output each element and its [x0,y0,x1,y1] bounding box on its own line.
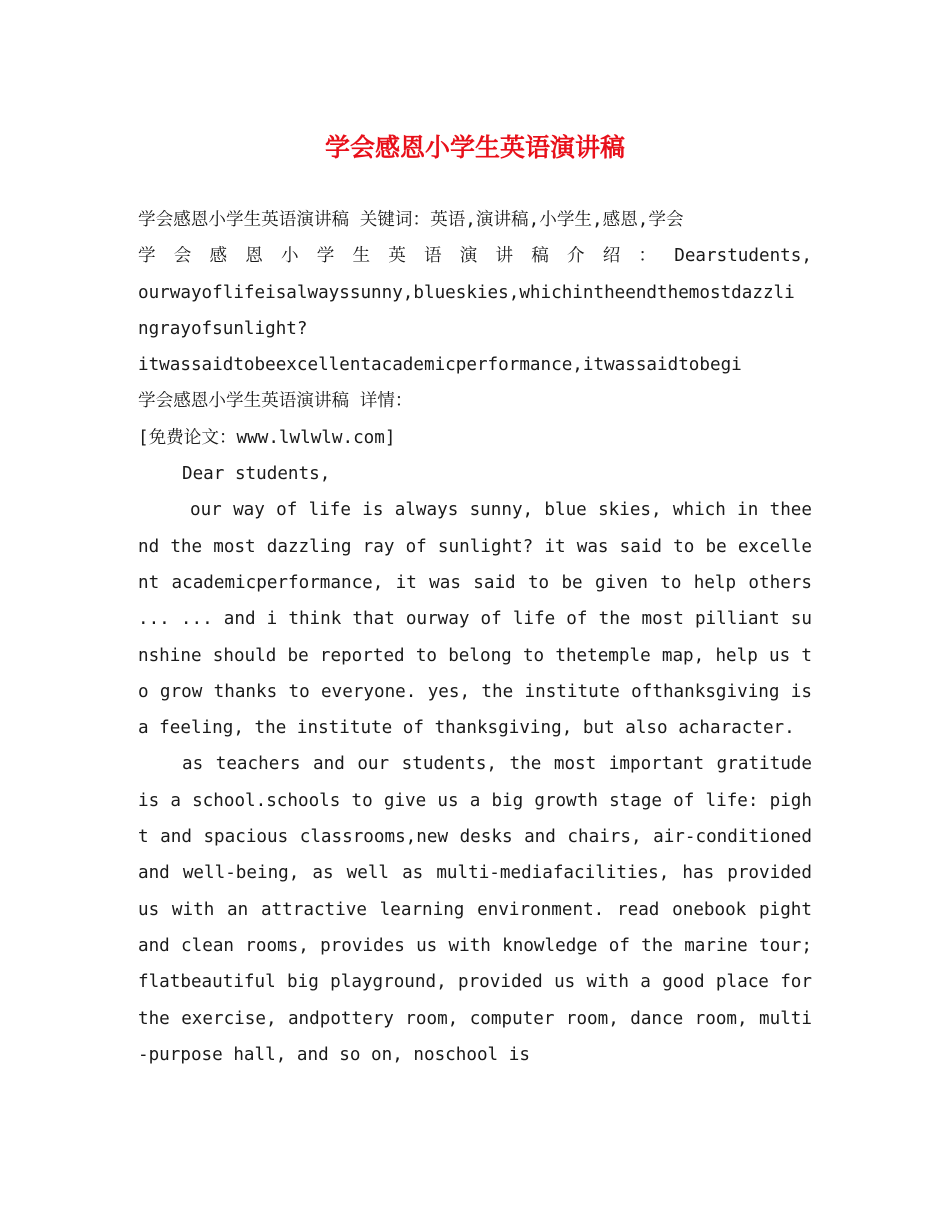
intro-line [138,238,812,274]
document-content [138,202,812,1073]
intro-char: 讲 [495,246,514,267]
intro-char: 学 [138,246,156,267]
source-line: [免费论文：www.lwlwlw.com] [138,427,396,448]
intro-char: ： [638,246,657,267]
intro-char: 会 [173,246,192,267]
document-title: 学会感恩小学生英语演讲稿 [324,133,625,162]
intro-char: 语 [424,246,442,267]
intro-char: 感 [209,246,228,267]
intro-char: 学 [316,246,335,267]
intro-char: 生 [352,246,371,267]
intro-char: 绍 [602,246,621,267]
intro-char: 介 [567,246,585,267]
intro-line-2: ourwayoflifeisalwayssunny,blueskies,whichintheendthemostdazzli [138,282,795,303]
intro-line-4: itwassaidtobeexcellentacademicperformance,itwassaidtobegi [138,355,742,376]
keywords-line: 学会感恩小学生英语演讲稿 关键词：英语,演讲稿,小学生,感恩,学会 [138,210,684,230]
intro-char: 小 [281,246,299,267]
intro-char: 稿 [531,246,549,267]
salutation: Dear students, [182,464,331,485]
paragraph-1: our way of life is always sunny, blue skies, which in theend the most dazzling ray of sunlight? it was said to be excellent academicperformance, it was said to be given to help others ... ... and i think that ourway of life of the most pilliant sunshine should be reported to belong to thetemple map, help us to grow thanks to everyone. yes, the institute ofthanksgiving is a feeling, the institute of thanksgiving, but also acharacter. [138,500,812,739]
intro-line-3: ngrayofsunlight? [138,318,308,339]
paragraph-2: as teachers and our students, the most important gratitude is a school.schools to give us a big growth stage of life: pight and spacious classrooms,new desks and chairs, air-conditioned and well-being, as well as multi-mediafacilities, has provided us with an attractive learning environment. read onebook pight and clean rooms, provides us with knowledge of the marine tour; flatbeautiful big playground, provided us with a good place for the exercise, andpottery room, computer room, dance room, multi-purpose hall, and so on, noschool is [138,754,812,1065]
intro-char: Dearstudents, [674,246,812,267]
details-line: 学会感恩小学生英语演讲稿 详情： [138,391,413,412]
intro-char: 恩 [245,246,263,267]
intro-char: 英 [388,246,406,267]
intro-char: 演 [459,246,478,267]
